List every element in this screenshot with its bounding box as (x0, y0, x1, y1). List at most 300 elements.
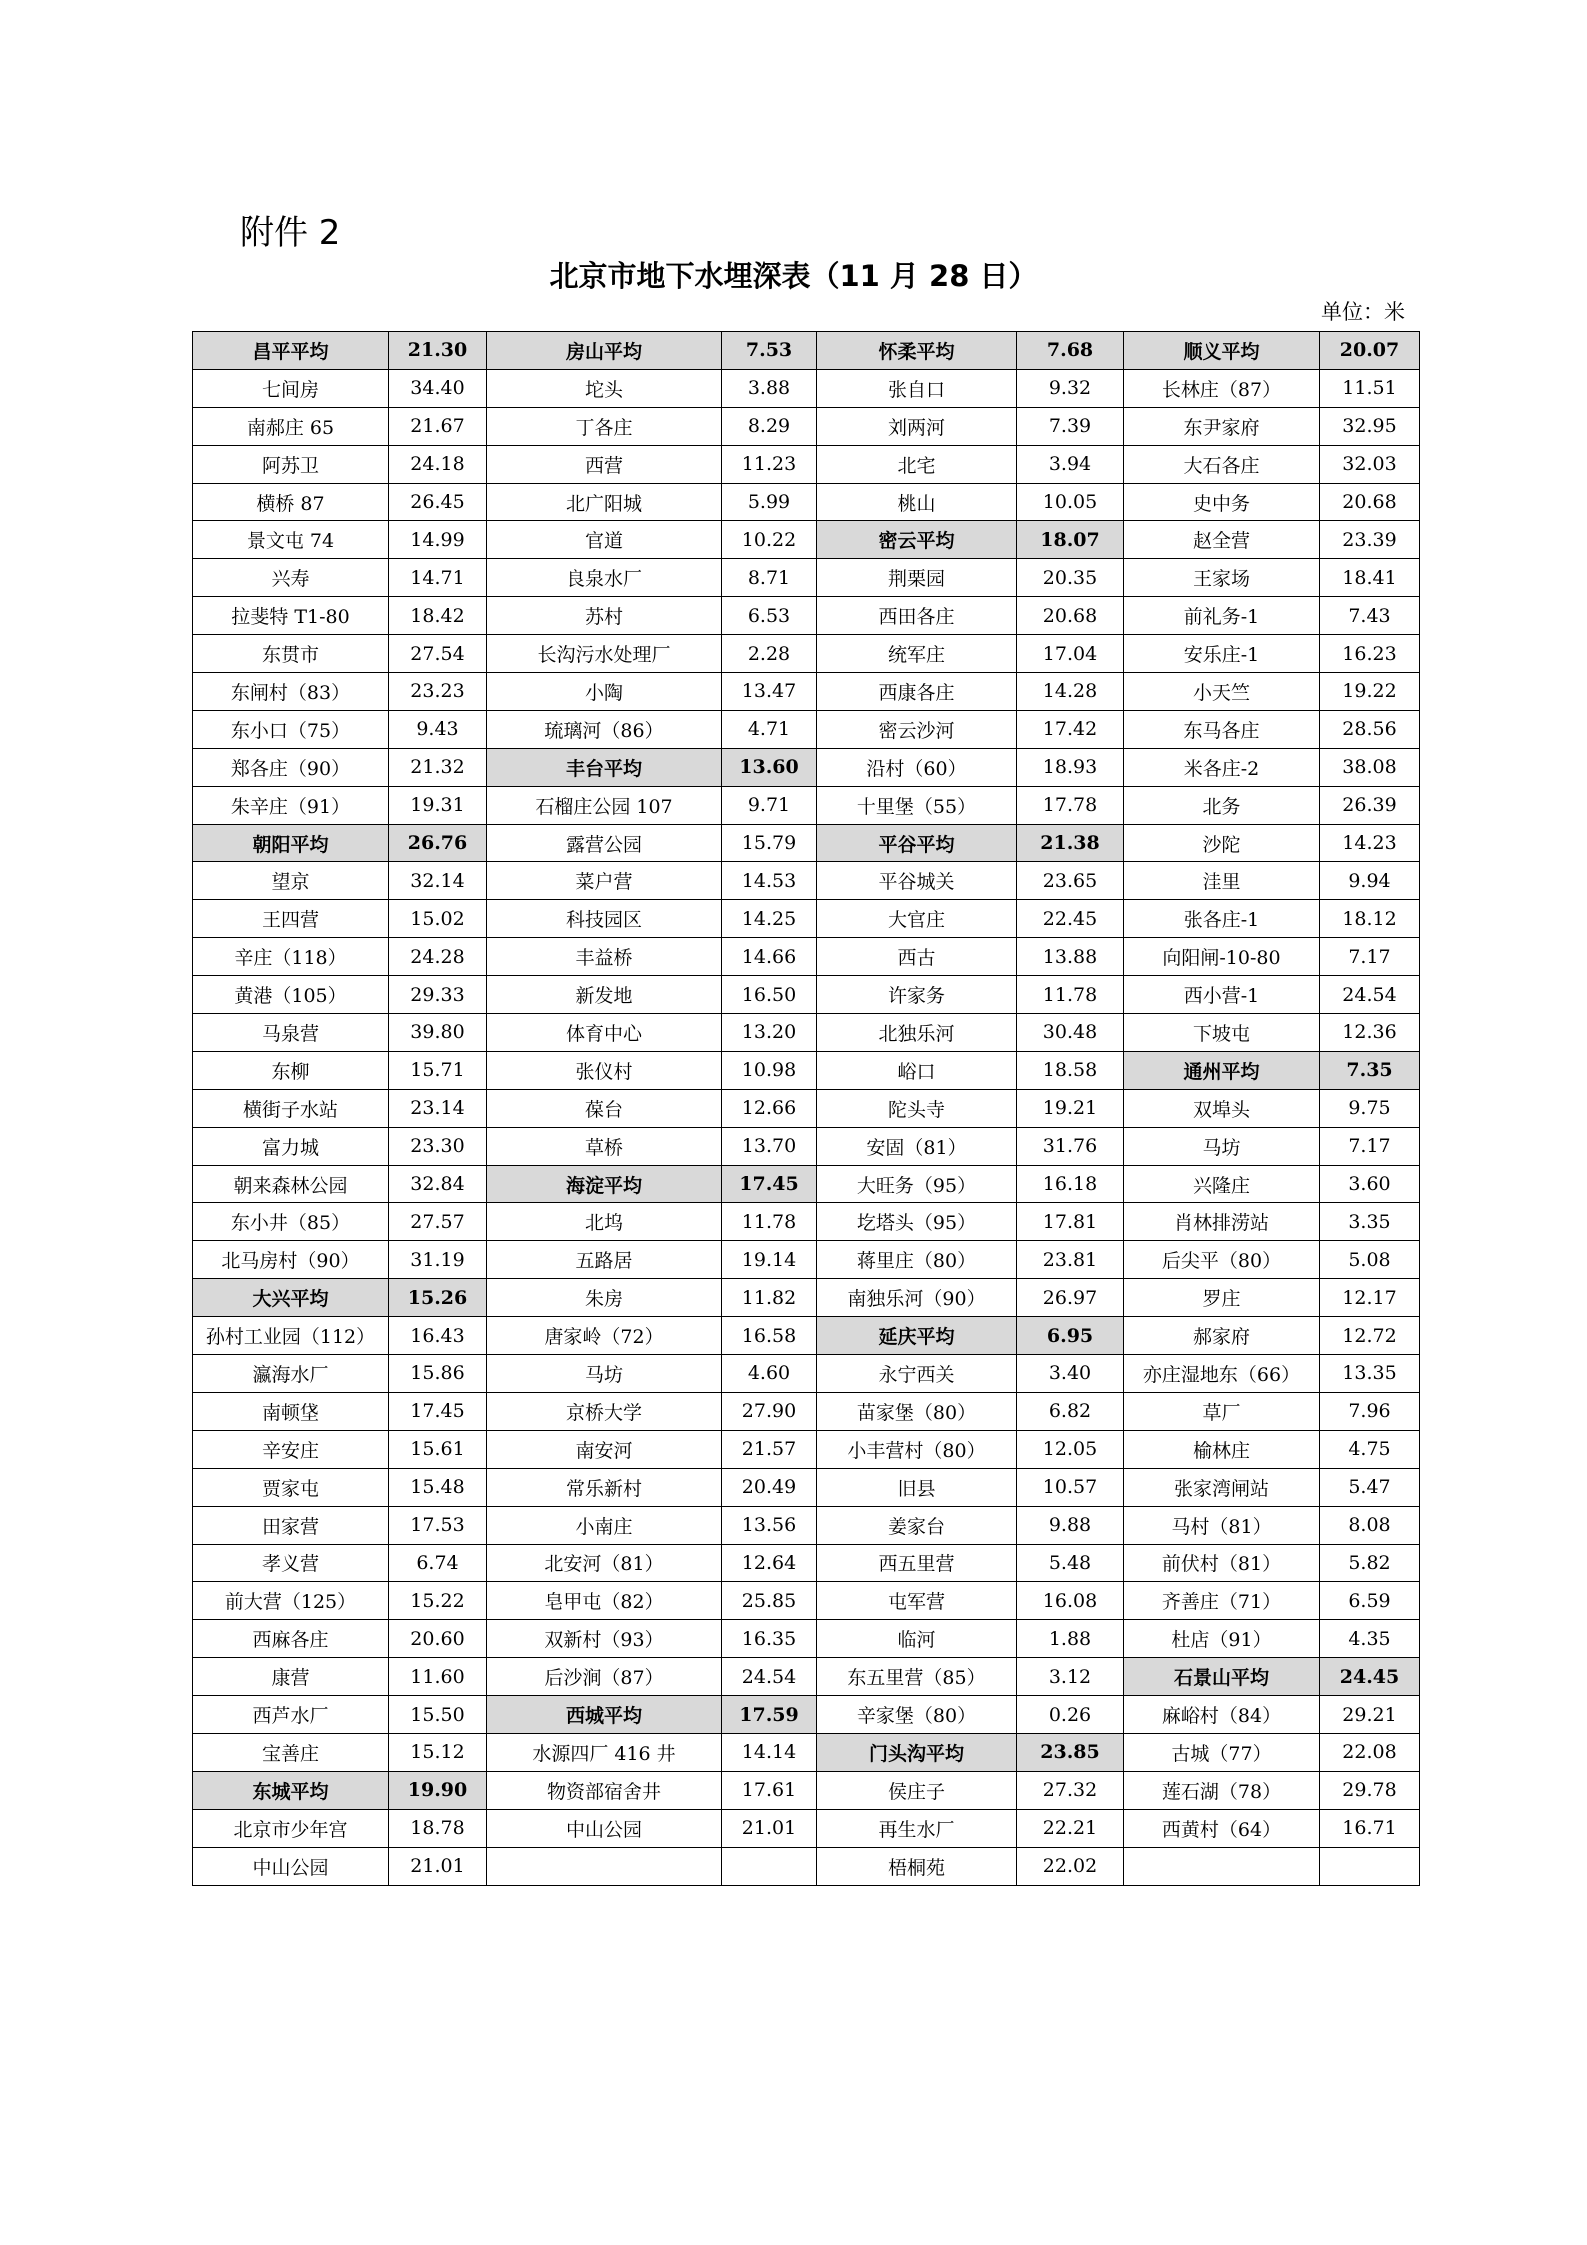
station-name-cell: 苏村 (487, 597, 722, 635)
depth-value-cell: 29.33 (389, 976, 487, 1014)
table-row (193, 1203, 1420, 1241)
station-name-cell: 辛安庄 (193, 1430, 389, 1468)
depth-value-cell: 16.23 (1320, 635, 1420, 673)
table-row (193, 976, 1420, 1014)
depth-value-cell: 13.88 (1017, 938, 1124, 976)
depth-value-cell: 25.85 (722, 1582, 817, 1620)
depth-value-cell: 26.97 (1017, 1279, 1124, 1317)
district-average-value: 7.35 (1320, 1051, 1420, 1089)
station-name-cell: 榆林庄 (1124, 1430, 1320, 1468)
depth-value-cell: 32.14 (389, 862, 487, 900)
depth-value-cell: 24.54 (722, 1658, 817, 1696)
depth-value-cell: 12.72 (1320, 1317, 1420, 1355)
depth-value-cell: 15.12 (389, 1733, 487, 1771)
depth-value-cell: 7.17 (1320, 938, 1420, 976)
depth-value-cell: 26.39 (1320, 786, 1420, 824)
station-name-cell: 安固（81） (817, 1127, 1017, 1165)
depth-value-cell: 5.99 (722, 483, 817, 521)
station-name-cell: 陀头寺 (817, 1089, 1017, 1127)
station-name-cell: 罗庄 (1124, 1279, 1320, 1317)
depth-value-cell: 14.14 (722, 1733, 817, 1771)
depth-value-cell: 11.23 (722, 445, 817, 483)
station-name-cell: 马泉营 (193, 1014, 389, 1052)
depth-value-cell: 22.21 (1017, 1809, 1124, 1847)
depth-value-cell: 2.28 (722, 635, 817, 673)
depth-value-cell: 7.43 (1320, 597, 1420, 635)
station-name-cell: 后沙涧（87） (487, 1658, 722, 1696)
depth-value-cell (1320, 1847, 1420, 1885)
depth-value-cell (722, 1847, 817, 1885)
depth-value-cell: 16.71 (1320, 1809, 1420, 1847)
station-name-cell: 南郝庄 65 (193, 407, 389, 445)
depth-value-cell: 20.68 (1017, 597, 1124, 635)
depth-value-cell: 18.58 (1017, 1051, 1124, 1089)
depth-value-cell: 9.71 (722, 786, 817, 824)
depth-value-cell: 3.35 (1320, 1203, 1420, 1241)
depth-value-cell: 0.26 (1017, 1696, 1124, 1734)
station-name-cell: 西小营-1 (1124, 976, 1320, 1014)
station-name-cell: 安乐庄-1 (1124, 635, 1320, 673)
depth-value-cell: 17.78 (1017, 786, 1124, 824)
district-average-label: 密云平均 (817, 521, 1017, 559)
depth-value-cell: 14.71 (389, 559, 487, 597)
depth-value-cell: 11.78 (1017, 976, 1124, 1014)
table-row (193, 1430, 1420, 1468)
table-row (193, 1392, 1420, 1430)
station-name-cell: 前大营（125） (193, 1582, 389, 1620)
depth-value-cell: 15.02 (389, 900, 487, 938)
station-name-cell: 沿村（60） (817, 748, 1017, 786)
depth-value-cell: 15.86 (389, 1355, 487, 1393)
table-row (193, 1506, 1420, 1544)
table-row (193, 635, 1420, 673)
station-name-cell: 桃山 (817, 483, 1017, 521)
station-name-cell: 下坡屯 (1124, 1014, 1320, 1052)
depth-value-cell: 27.32 (1017, 1771, 1124, 1809)
district-average-value: 7.53 (722, 332, 817, 370)
depth-value-cell: 18.93 (1017, 748, 1124, 786)
station-name-cell: 东闸村（83） (193, 673, 389, 711)
district-average-label: 东城平均 (193, 1771, 389, 1809)
table-row (193, 1241, 1420, 1279)
station-name-cell: 科技园区 (487, 900, 722, 938)
station-name-cell: 梧桐苑 (817, 1847, 1017, 1885)
station-name-cell: 孙村工业园（112） (193, 1317, 389, 1355)
station-name-cell: 西古 (817, 938, 1017, 976)
station-name-cell: 宝善庄 (193, 1733, 389, 1771)
station-name-cell: 官道 (487, 521, 722, 559)
depth-value-cell: 23.81 (1017, 1241, 1124, 1279)
table-row (193, 597, 1420, 635)
station-name-cell: 望京 (193, 862, 389, 900)
station-name-cell: 中山公园 (193, 1847, 389, 1885)
depth-value-cell: 23.30 (389, 1127, 487, 1165)
depth-value-cell: 10.22 (722, 521, 817, 559)
district-average-value: 15.26 (389, 1279, 487, 1317)
depth-value-cell: 23.14 (389, 1089, 487, 1127)
station-name-cell: 马坊 (1124, 1127, 1320, 1165)
depth-value-cell: 34.40 (389, 369, 487, 407)
depth-value-cell: 8.08 (1320, 1506, 1420, 1544)
station-name-cell: 小天竺 (1124, 673, 1320, 711)
depth-value-cell: 11.82 (722, 1279, 817, 1317)
table-row (193, 1847, 1420, 1885)
depth-value-cell: 29.21 (1320, 1696, 1420, 1734)
depth-value-cell: 30.48 (1017, 1014, 1124, 1052)
station-name-cell: 西五里营 (817, 1544, 1017, 1582)
depth-value-cell: 6.53 (722, 597, 817, 635)
depth-value-cell: 14.28 (1017, 673, 1124, 711)
depth-value-cell: 18.42 (389, 597, 487, 635)
table-row (193, 1582, 1420, 1620)
station-name-cell: 七间房 (193, 369, 389, 407)
depth-value-cell: 31.19 (389, 1241, 487, 1279)
station-name-cell: 西麻各庄 (193, 1620, 389, 1658)
table-row (193, 1014, 1420, 1052)
station-name-cell (487, 1847, 722, 1885)
table-row (193, 1279, 1420, 1317)
station-name-cell: 西芦水厂 (193, 1696, 389, 1734)
depth-value-cell: 20.68 (1320, 483, 1420, 521)
station-name-cell: 姜家台 (817, 1506, 1017, 1544)
depth-value-cell: 15.22 (389, 1582, 487, 1620)
station-name-cell: 长沟污水处理厂 (487, 635, 722, 673)
station-name-cell: 朝来森林公园 (193, 1165, 389, 1203)
table-row (193, 559, 1420, 597)
district-average-value: 23.85 (1017, 1733, 1124, 1771)
station-name-cell: 黄港（105） (193, 976, 389, 1014)
district-average-label: 昌平平均 (193, 332, 389, 370)
depth-value-cell: 14.66 (722, 938, 817, 976)
district-average-value: 20.07 (1320, 332, 1420, 370)
groundwater-depth-table (192, 331, 1420, 1886)
district-average-value: 21.30 (389, 332, 487, 370)
table-row (193, 1468, 1420, 1506)
station-name-cell: 永宁西关 (817, 1355, 1017, 1393)
station-name-cell: 屯军营 (817, 1582, 1017, 1620)
district-average-label: 房山平均 (487, 332, 722, 370)
station-name-cell: 京桥大学 (487, 1392, 722, 1430)
depth-value-cell: 6.59 (1320, 1582, 1420, 1620)
station-name-cell: 张各庄-1 (1124, 900, 1320, 938)
station-name-cell: 苗家堡（80） (817, 1392, 1017, 1430)
depth-value-cell: 12.05 (1017, 1430, 1124, 1468)
station-name-cell: 贾家屯 (193, 1468, 389, 1506)
depth-value-cell: 4.35 (1320, 1620, 1420, 1658)
depth-value-cell: 3.60 (1320, 1165, 1420, 1203)
attachment-label: 附件 2 (240, 213, 341, 253)
station-name-cell: 马村（81） (1124, 1506, 1320, 1544)
depth-value-cell: 16.18 (1017, 1165, 1124, 1203)
district-average-label: 朝阳平均 (193, 824, 389, 862)
depth-value-cell: 3.94 (1017, 445, 1124, 483)
depth-value-cell: 22.02 (1017, 1847, 1124, 1885)
depth-value-cell: 18.12 (1320, 900, 1420, 938)
district-average-value: 17.45 (722, 1165, 817, 1203)
depth-value-cell: 24.54 (1320, 976, 1420, 1014)
depth-value-cell: 24.28 (389, 938, 487, 976)
station-name-cell: 南独乐河（90） (817, 1279, 1017, 1317)
station-name-cell: 朱辛庄（91） (193, 786, 389, 824)
table-row (193, 1544, 1420, 1582)
district-average-value: 26.76 (389, 824, 487, 862)
table-row (193, 1127, 1420, 1165)
station-name-cell: 双新村（93） (487, 1620, 722, 1658)
station-name-cell: 北广阳城 (487, 483, 722, 521)
station-name-cell: 拉斐特 T1-80 (193, 597, 389, 635)
depth-value-cell: 12.17 (1320, 1279, 1420, 1317)
table-row (193, 521, 1420, 559)
station-name-cell: 前礼务-1 (1124, 597, 1320, 635)
depth-value-cell: 12.66 (722, 1089, 817, 1127)
station-name-cell: 圪塔头（95） (817, 1203, 1017, 1241)
station-name-cell: 张自口 (817, 369, 1017, 407)
depth-value-cell: 5.48 (1017, 1544, 1124, 1582)
depth-value-cell: 11.60 (389, 1658, 487, 1696)
depth-value-cell: 17.61 (722, 1771, 817, 1809)
station-name-cell: 王家场 (1124, 559, 1320, 597)
unit-label: 单位：米 (1321, 300, 1405, 324)
station-name-cell: 小南庄 (487, 1506, 722, 1544)
station-name-cell: 再生水厂 (817, 1809, 1017, 1847)
station-name-cell: 东五里营（85） (817, 1658, 1017, 1696)
station-name-cell: 北独乐河 (817, 1014, 1017, 1052)
station-name-cell: 长林庄（87） (1124, 369, 1320, 407)
station-name-cell: 许家务 (817, 976, 1017, 1014)
station-name-cell: 前伏村（81） (1124, 1544, 1320, 1582)
depth-value-cell: 23.39 (1320, 521, 1420, 559)
depth-value-cell: 39.80 (389, 1014, 487, 1052)
station-name-cell: 丰益桥 (487, 938, 722, 976)
station-name-cell: 体育中心 (487, 1014, 722, 1052)
station-name-cell: 新发地 (487, 976, 722, 1014)
depth-value-cell: 17.42 (1017, 710, 1124, 748)
station-name-cell: 侯庄子 (817, 1771, 1017, 1809)
station-name-cell: 峪口 (817, 1051, 1017, 1089)
station-name-cell: 亦庄湿地东（66） (1124, 1355, 1320, 1393)
depth-value-cell: 16.35 (722, 1620, 817, 1658)
station-name-cell: 瀛海水厂 (193, 1355, 389, 1393)
station-name-cell: 赵全营 (1124, 521, 1320, 559)
depth-value-cell: 32.03 (1320, 445, 1420, 483)
depth-value-cell: 6.74 (389, 1544, 487, 1582)
depth-value-cell: 15.79 (722, 824, 817, 862)
table-row (193, 1089, 1420, 1127)
depth-value-cell: 5.82 (1320, 1544, 1420, 1582)
station-name-cell: 大旺务（95） (817, 1165, 1017, 1203)
station-name-cell: 大官庄 (817, 900, 1017, 938)
station-name-cell: 向阳闸-10-80 (1124, 938, 1320, 976)
station-name-cell: 草桥 (487, 1127, 722, 1165)
station-name-cell: 水源四厂 416 井 (487, 1733, 722, 1771)
station-name-cell: 古城（77） (1124, 1733, 1320, 1771)
station-name-cell: 东小口（75） (193, 710, 389, 748)
station-name-cell: 旧县 (817, 1468, 1017, 1506)
table-row (193, 1317, 1420, 1355)
depth-value-cell: 15.48 (389, 1468, 487, 1506)
district-average-label: 大兴平均 (193, 1279, 389, 1317)
depth-value-cell: 5.08 (1320, 1241, 1420, 1279)
station-name-cell: 南顿垡 (193, 1392, 389, 1430)
station-name-cell: 肖林排涝站 (1124, 1203, 1320, 1241)
table-row (193, 748, 1420, 786)
depth-value-cell: 21.01 (389, 1847, 487, 1885)
station-name-cell: 葆台 (487, 1089, 722, 1127)
depth-value-cell: 9.94 (1320, 862, 1420, 900)
station-name-cell: 平谷城关 (817, 862, 1017, 900)
depth-value-cell: 17.53 (389, 1506, 487, 1544)
depth-value-cell: 21.01 (722, 1809, 817, 1847)
depth-value-cell: 16.08 (1017, 1582, 1124, 1620)
station-name-cell: 丁各庄 (487, 407, 722, 445)
district-average-value: 13.60 (722, 748, 817, 786)
station-name-cell: 横街子水站 (193, 1089, 389, 1127)
station-name-cell (1124, 1847, 1320, 1885)
station-name-cell: 后尖平（80） (1124, 1241, 1320, 1279)
station-name-cell: 辛庄（118） (193, 938, 389, 976)
depth-value-cell: 16.58 (722, 1317, 817, 1355)
station-name-cell: 北马房村（90） (193, 1241, 389, 1279)
depth-value-cell: 19.31 (389, 786, 487, 824)
depth-value-cell: 6.82 (1017, 1392, 1124, 1430)
district-average-label: 顺义平均 (1124, 332, 1320, 370)
station-name-cell: 史中务 (1124, 483, 1320, 521)
depth-value-cell: 9.43 (389, 710, 487, 748)
depth-value-cell: 13.35 (1320, 1355, 1420, 1393)
depth-value-cell: 10.05 (1017, 483, 1124, 521)
station-name-cell: 辛家堡（80） (817, 1696, 1017, 1734)
depth-value-cell: 17.45 (389, 1392, 487, 1430)
depth-value-cell: 17.04 (1017, 635, 1124, 673)
table-row (193, 1696, 1420, 1734)
depth-value-cell: 8.29 (722, 407, 817, 445)
district-average-value: 17.59 (722, 1696, 817, 1734)
table-row (193, 369, 1420, 407)
depth-value-cell: 38.08 (1320, 748, 1420, 786)
table-row (193, 1733, 1420, 1771)
depth-value-cell: 21.67 (389, 407, 487, 445)
depth-value-cell: 4.71 (722, 710, 817, 748)
depth-value-cell: 19.22 (1320, 673, 1420, 711)
station-name-cell: 张仪村 (487, 1051, 722, 1089)
station-name-cell: 张家湾闸站 (1124, 1468, 1320, 1506)
district-average-value: 7.68 (1017, 332, 1124, 370)
station-name-cell: 康营 (193, 1658, 389, 1696)
station-name-cell: 王四营 (193, 900, 389, 938)
depth-value-cell: 7.96 (1320, 1392, 1420, 1430)
table-body (193, 332, 1420, 1886)
table-row (193, 786, 1420, 824)
station-name-cell: 郑各庄（90） (193, 748, 389, 786)
depth-value-cell: 7.39 (1017, 407, 1124, 445)
table-row (193, 1809, 1420, 1847)
depth-value-cell: 26.45 (389, 483, 487, 521)
table-row (193, 938, 1420, 976)
station-name-cell: 东贯市 (193, 635, 389, 673)
depth-value-cell: 9.88 (1017, 1506, 1124, 1544)
depth-value-cell: 22.08 (1320, 1733, 1420, 1771)
station-name-cell: 阿苏卫 (193, 445, 389, 483)
depth-value-cell: 4.75 (1320, 1430, 1420, 1468)
depth-value-cell: 27.90 (722, 1392, 817, 1430)
depth-value-cell: 20.49 (722, 1468, 817, 1506)
depth-value-cell: 4.60 (722, 1355, 817, 1393)
depth-value-cell: 12.64 (722, 1544, 817, 1582)
district-average-label: 海淀平均 (487, 1165, 722, 1203)
station-name-cell: 杜店（91） (1124, 1620, 1320, 1658)
depth-value-cell: 16.43 (389, 1317, 487, 1355)
depth-value-cell: 15.61 (389, 1430, 487, 1468)
depth-value-cell: 32.84 (389, 1165, 487, 1203)
station-name-cell: 十里堡（55） (817, 786, 1017, 824)
depth-value-cell: 11.51 (1320, 369, 1420, 407)
station-name-cell: 北京市少年宫 (193, 1809, 389, 1847)
station-name-cell: 东马各庄 (1124, 710, 1320, 748)
depth-value-cell: 15.50 (389, 1696, 487, 1734)
station-name-cell: 良泉水厂 (487, 559, 722, 597)
district-average-label: 西城平均 (487, 1696, 722, 1734)
depth-value-cell: 14.23 (1320, 824, 1420, 862)
district-average-value: 21.38 (1017, 824, 1124, 862)
station-name-cell: 北坞 (487, 1203, 722, 1241)
station-name-cell: 莲石湖（78） (1124, 1771, 1320, 1809)
depth-value-cell: 12.36 (1320, 1014, 1420, 1052)
station-name-cell: 景文屯 74 (193, 521, 389, 559)
depth-value-cell: 3.40 (1017, 1355, 1124, 1393)
station-name-cell: 朱房 (487, 1279, 722, 1317)
depth-value-cell: 18.78 (389, 1809, 487, 1847)
station-name-cell: 东小井（85） (193, 1203, 389, 1241)
station-name-cell: 密云沙河 (817, 710, 1017, 748)
station-name-cell: 洼里 (1124, 862, 1320, 900)
station-name-cell: 东尹家府 (1124, 407, 1320, 445)
district-average-label: 通州平均 (1124, 1051, 1320, 1089)
depth-value-cell: 11.78 (722, 1203, 817, 1241)
station-name-cell: 唐家岭（72） (487, 1317, 722, 1355)
depth-value-cell: 13.20 (722, 1014, 817, 1052)
district-average-label: 延庆平均 (817, 1317, 1017, 1355)
station-name-cell: 米各庄-2 (1124, 748, 1320, 786)
depth-value-cell: 8.71 (722, 559, 817, 597)
station-name-cell: 大石各庄 (1124, 445, 1320, 483)
station-name-cell: 东柳 (193, 1051, 389, 1089)
station-name-cell: 小陶 (487, 673, 722, 711)
station-name-cell: 皂甲屯（82） (487, 1582, 722, 1620)
depth-value-cell: 10.57 (1017, 1468, 1124, 1506)
depth-value-cell: 32.95 (1320, 407, 1420, 445)
depth-value-cell: 10.98 (722, 1051, 817, 1089)
station-name-cell: 露营公园 (487, 824, 722, 862)
station-name-cell: 统军庄 (817, 635, 1017, 673)
table-row (193, 332, 1420, 370)
depth-value-cell: 13.47 (722, 673, 817, 711)
table-row (193, 900, 1420, 938)
table-row (193, 710, 1420, 748)
depth-value-cell: 13.56 (722, 1506, 817, 1544)
station-name-cell: 临河 (817, 1620, 1017, 1658)
district-average-label: 石景山平均 (1124, 1658, 1320, 1696)
station-name-cell: 物资部宿舍井 (487, 1771, 722, 1809)
district-average-value: 19.90 (389, 1771, 487, 1809)
depth-value-cell: 27.57 (389, 1203, 487, 1241)
district-average-label: 门头沟平均 (817, 1733, 1017, 1771)
district-average-value: 6.95 (1017, 1317, 1124, 1355)
depth-value-cell: 23.65 (1017, 862, 1124, 900)
district-average-value: 18.07 (1017, 521, 1124, 559)
table-row (193, 1051, 1420, 1089)
station-name-cell: 南安河 (487, 1430, 722, 1468)
station-name-cell: 兴隆庄 (1124, 1165, 1320, 1203)
